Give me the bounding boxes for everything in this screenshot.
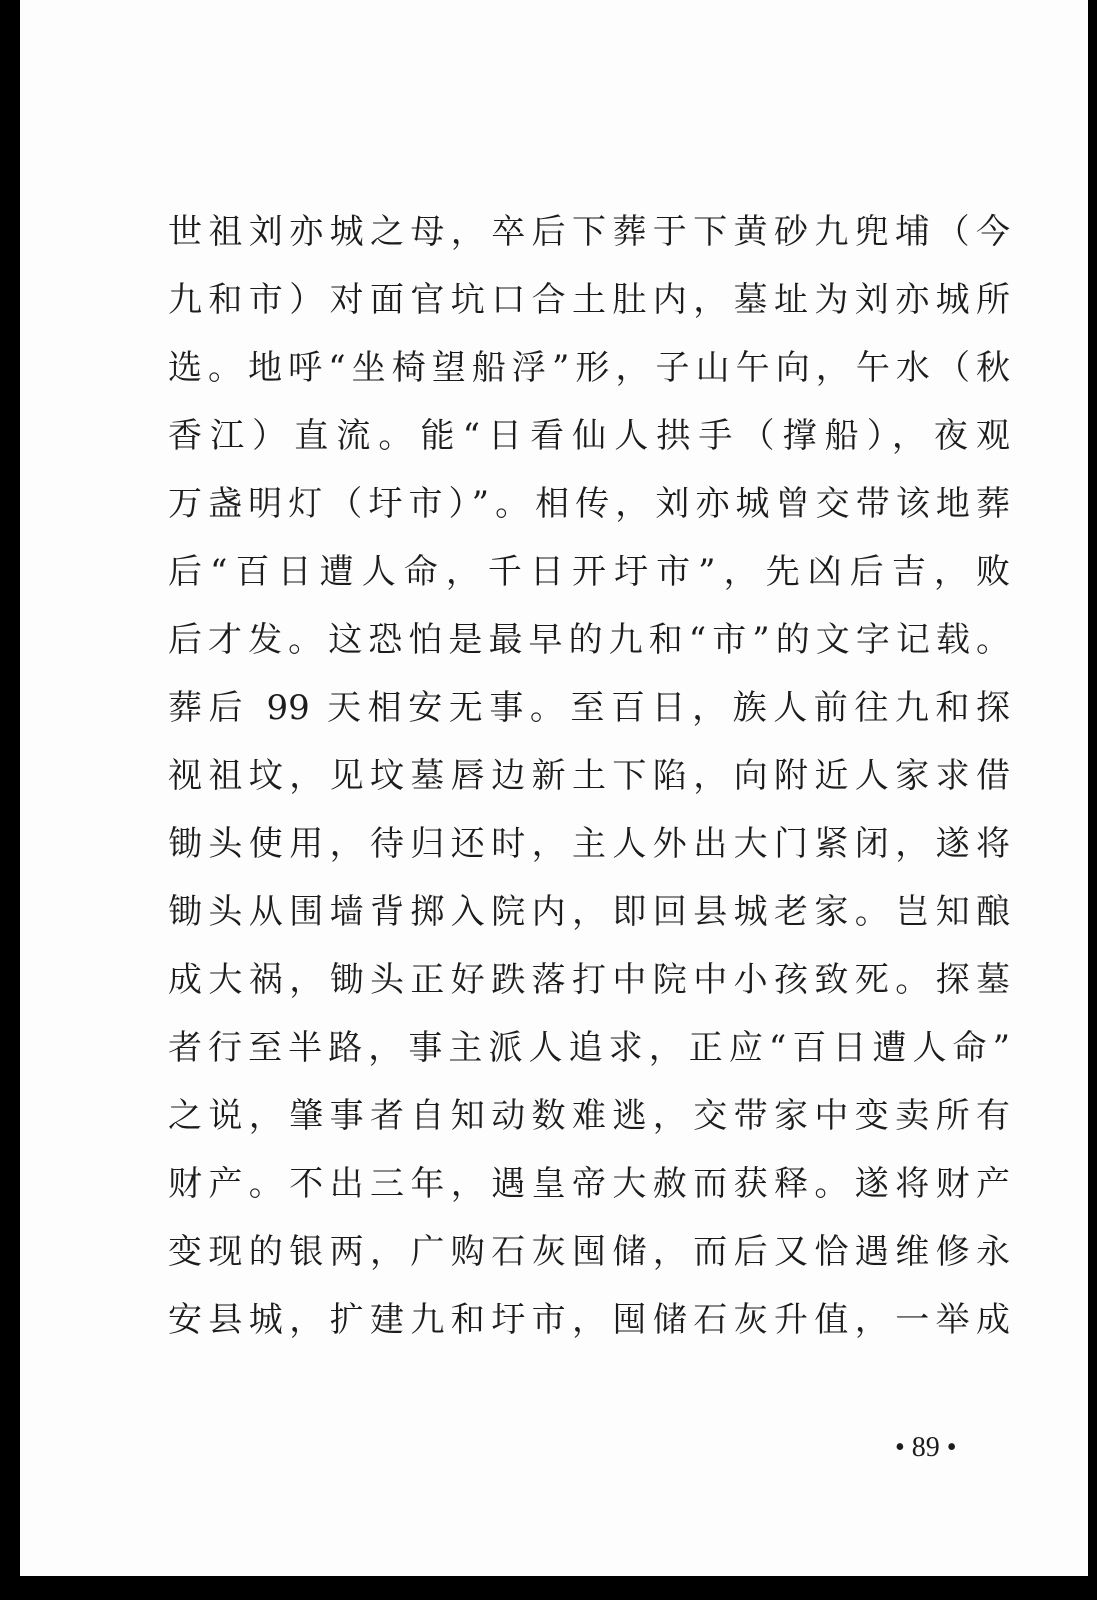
text-line: 世祖刘亦城之母，卒后下葬于下黄砂九兜埔（今 xyxy=(168,212,1010,252)
text-line: 选。地呼“坐椅望船浮”形，子山午向，午水（秋 xyxy=(168,348,1010,388)
page-number: • 89 • xyxy=(895,1432,957,1463)
text-line: 锄头从围墙背掷入院内，即回县城老家。岂知酿 xyxy=(168,892,1010,932)
text-line: 财产。不出三年，遇皇帝大赦而获释。遂将财产 xyxy=(168,1164,1010,1204)
text-line: 九和市）对面官坑口合土肚内，墓址为刘亦城所 xyxy=(168,280,1010,320)
text-line: 锄头使用，待归还时，主人外出大门紧闭，遂将 xyxy=(168,824,1010,864)
text-line: 变现的银两，广购石灰囤储，而后又恰遇维修永 xyxy=(168,1232,1010,1272)
text-line: 者行至半路，事主派人追求，正应“百日遭人命” xyxy=(168,1028,1010,1068)
body-text xyxy=(168,198,1010,1354)
text-line: 之说，肇事者自知动数难逃，交带家中变卖所有 xyxy=(168,1096,1010,1136)
text-line: 后才发。这恐怕是最早的九和“市”的文字记载。 xyxy=(168,620,1010,660)
book-page xyxy=(20,0,1088,1576)
text-line: 成大祸，锄头正好跌落打中院中小孩致死。探墓 xyxy=(168,960,1010,1000)
text-line: 后“百日遭人命，千日开圩市”，先凶后吉，败 xyxy=(168,552,1010,592)
text-line: 香江）直流。能“日看仙人拱手（撑船），夜观 xyxy=(168,416,1010,456)
text-line: 葬后 99 天相安无事。至百日，族人前往九和探 xyxy=(168,688,1010,728)
text-line: 安县城，扩建九和圩市，囤储石灰升值，一举成 xyxy=(168,1300,1010,1340)
text-line: 视祖坟，见坟墓唇边新土下陷，向附近人家求借 xyxy=(168,756,1010,796)
text-line: 万盏明灯（圩市）”。相传，刘亦城曾交带该地葬 xyxy=(168,484,1010,524)
